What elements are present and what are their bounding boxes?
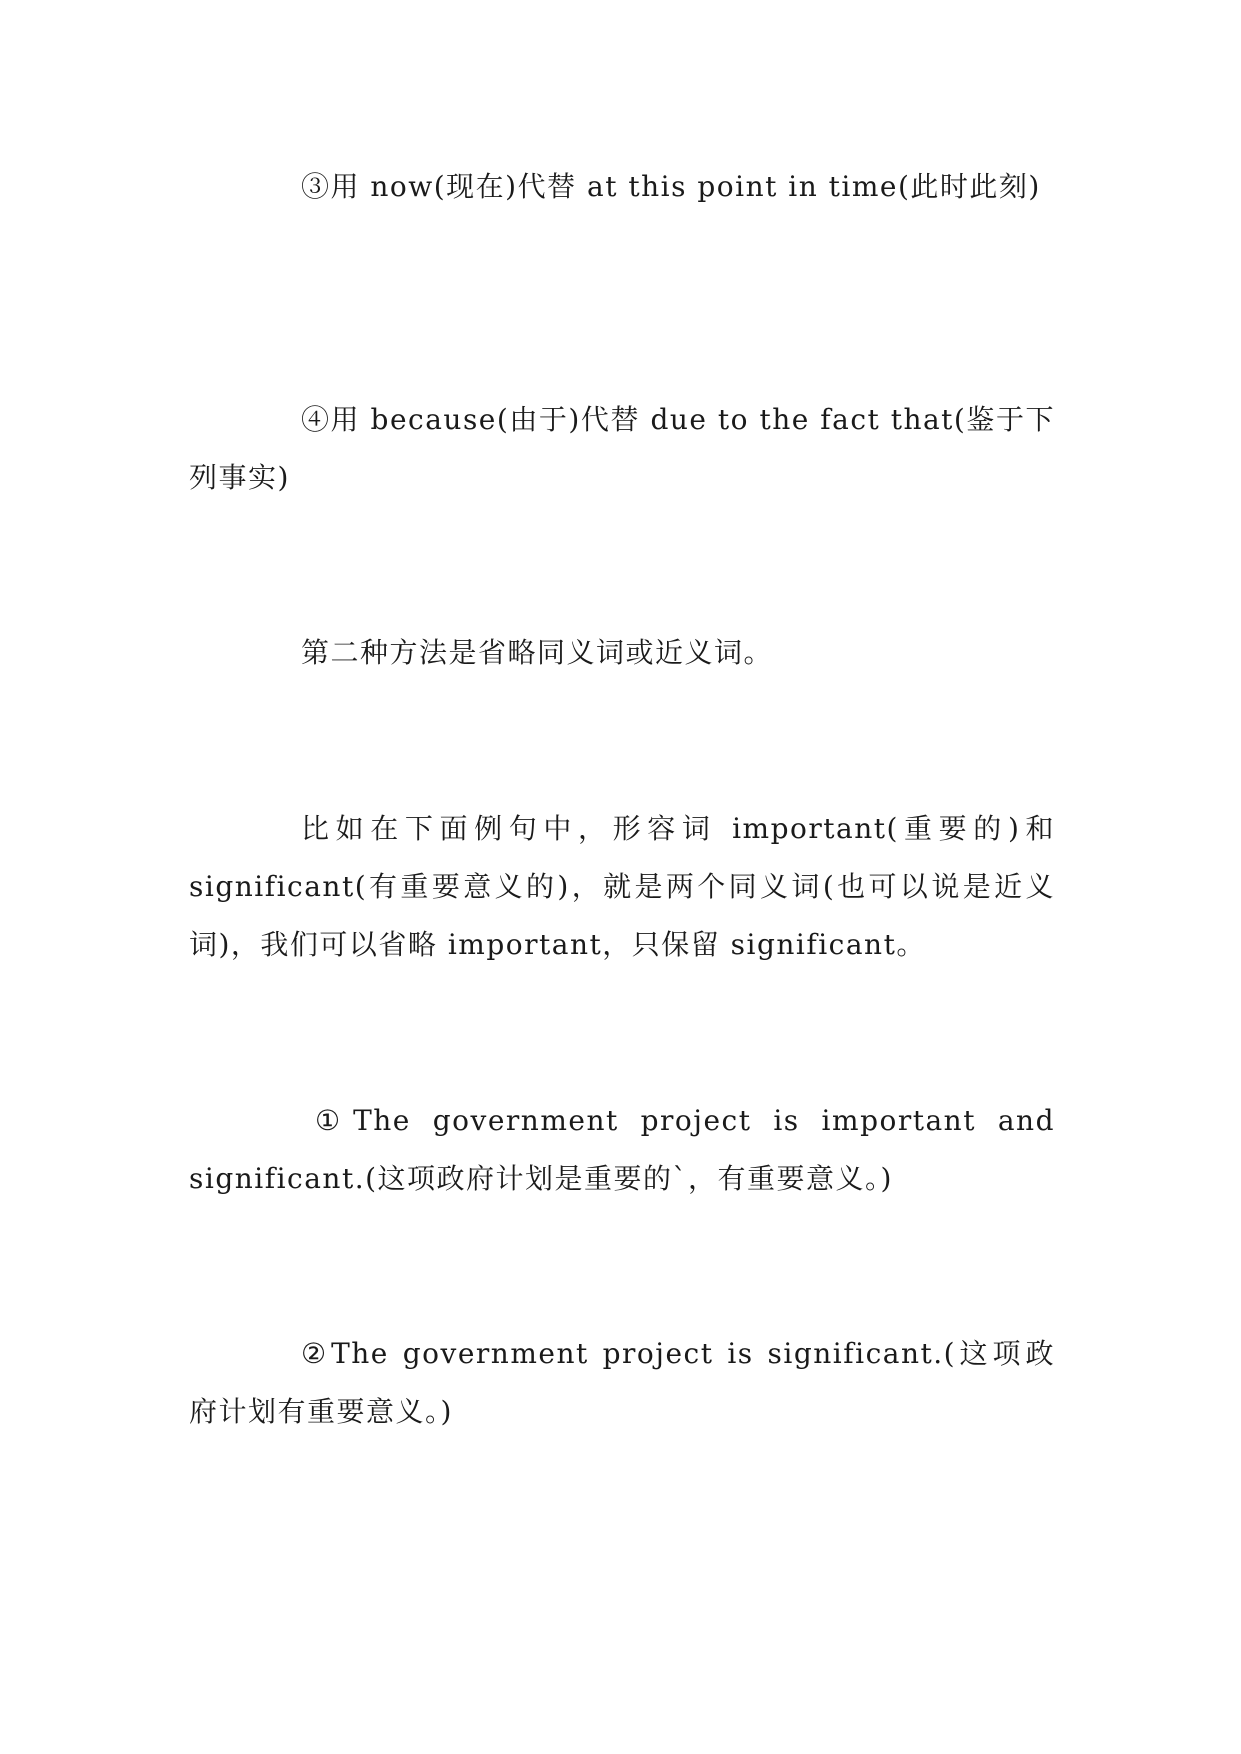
paragraph-example-4: ④用 because(由于)代替 due to the fact that(鉴于下列事实): [189, 403, 1055, 494]
paragraph-sentence-1: ①The government project is important and significant.(这项政府计划是重要的`，有重要意义。): [189, 1104, 1055, 1195]
paragraph-method-two: 第二种方法是省略同义词或近义词。: [301, 636, 774, 669]
paragraph-example-3: ③用 now(现在)代替 at this point in time(此时此刻): [301, 170, 1041, 203]
paragraph-sentence-2: ②The government project is significant.(这项政府计划有重要意义。): [189, 1337, 1055, 1428]
paragraph-explanation: 比如在下面例句中，形容词 important(重要的)和significant(有重要意义的)，就是两个同义词(也可以说是近义词)，我们可以省略 important，只保留 significant。: [189, 812, 1055, 961]
